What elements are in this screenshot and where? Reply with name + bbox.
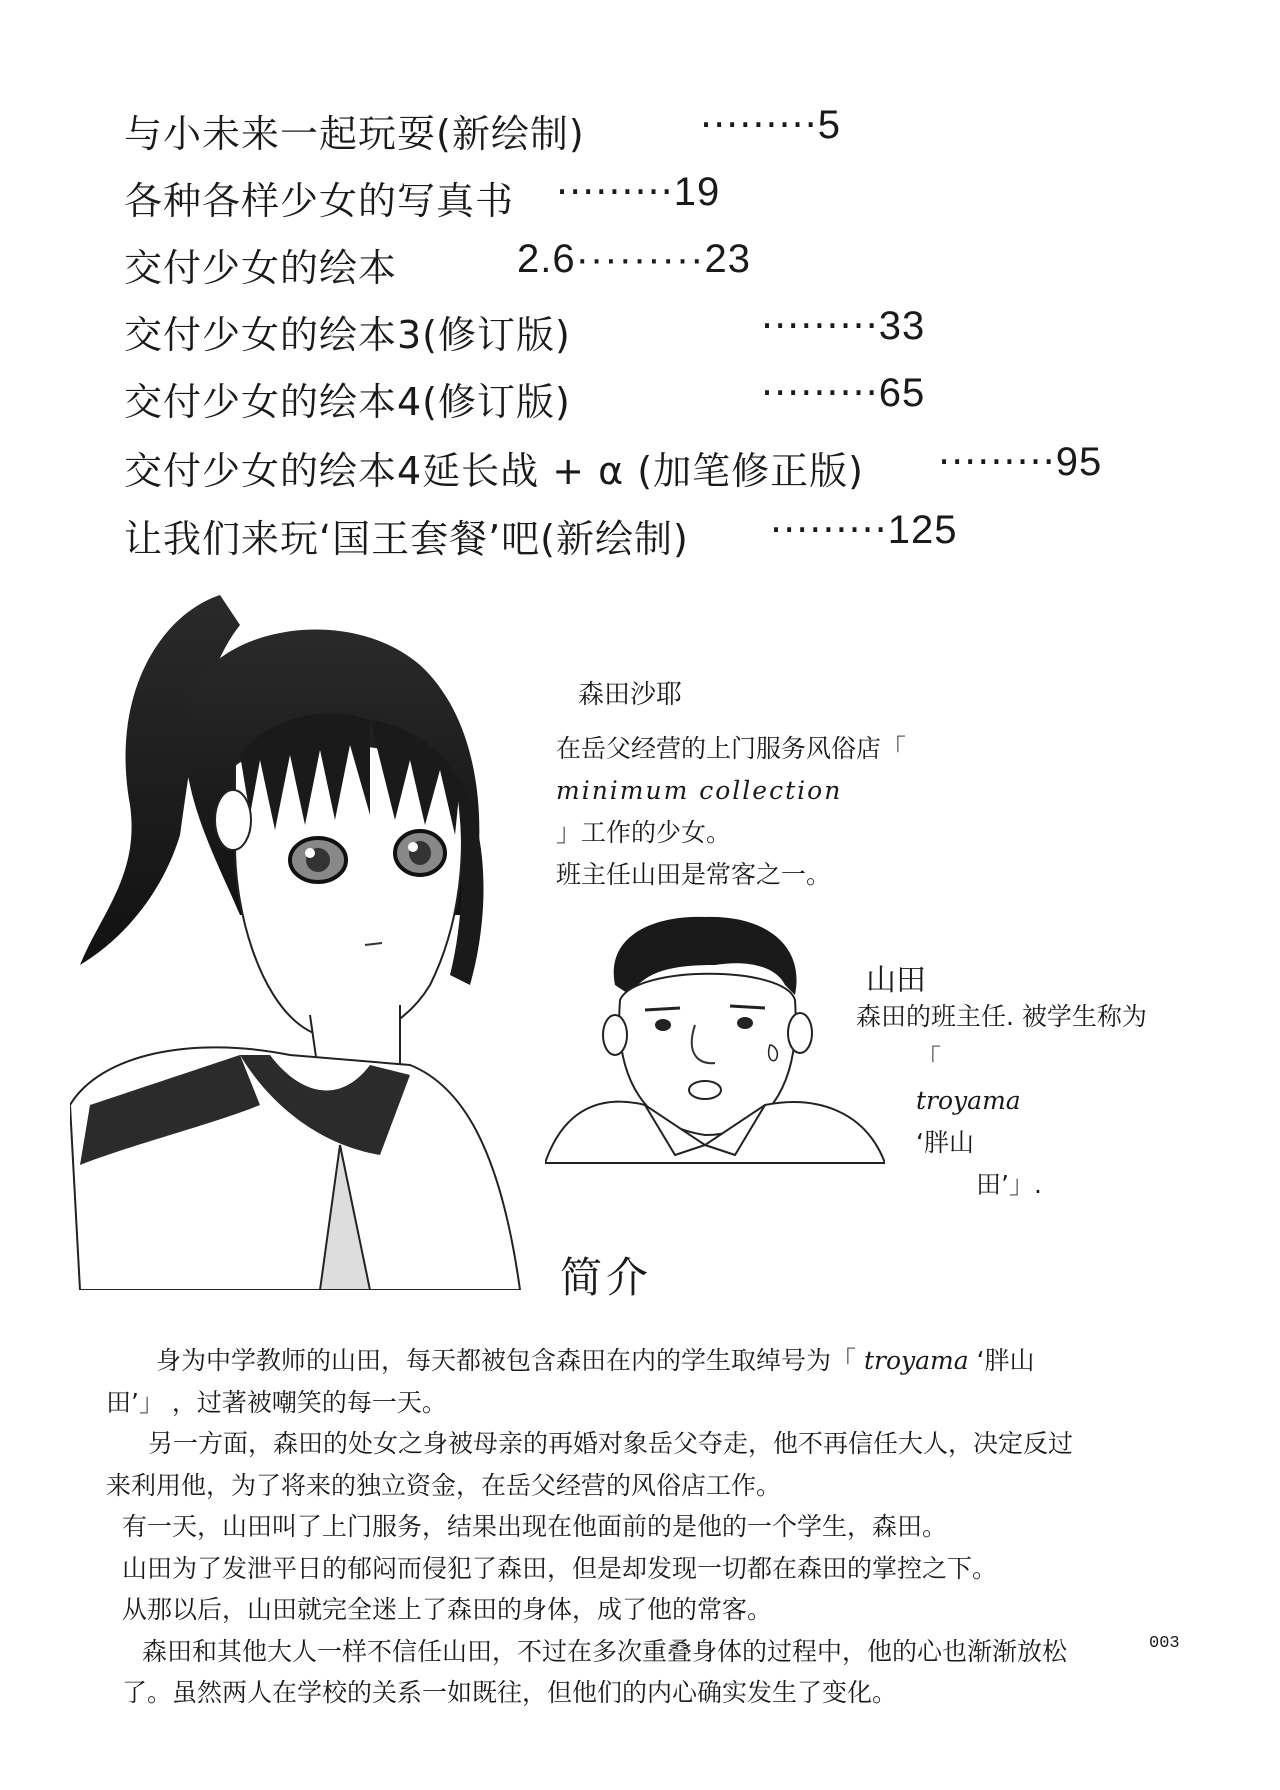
toc-entry-page: ·········19: [556, 170, 721, 214]
character-desc-yamada: 森田的班主任. 被学生称为 「 troyama ‘胖山 田’」.: [856, 1002, 1147, 1199]
table-of-contents: [0, 0, 1280, 600]
character-name-yamada: 山田: [866, 963, 926, 998]
summary-title: 简介: [560, 1253, 653, 1302]
toc-entry-page: ·········5: [700, 103, 841, 147]
toc-entry-title: 与小未来一起玩耍(新绘制): [124, 112, 585, 156]
toc-entry-title: 交付少女的绘本3(修订版): [124, 313, 571, 357]
toc-entry-page: 2.6·········23: [517, 237, 751, 281]
toc-entry-title: 交付少女的绘本4(修订版): [124, 380, 571, 424]
toc-entry-page: ·········125: [770, 508, 958, 552]
summary-body: 身为中学教师的山田，每天都被包含森田在内的学生取绰号为「 troyama ‘胖山 田’」 ，过著被嘲笑的每一天。 另一方面，森田的处女之身被母亲的再婚对象岳父夺走，他不再信任大人，决定反过 来利用他，为了将来的独立资金，在岳父经营的风俗店工作。 有一天，山田叫了上门服务，结果出现在他面前的是他的一个学生，森田。 山田为了发泄平日的郁闷而侵犯了森田，但是却发现一切都在森田的掌控之下。 从那以后，山田就完全迷上了森田的身体，成了他的常客。 森田和其他大人一样不信任山田，不过在多次重叠身体的过程中，他的心也渐渐放松 了。虽然两人在学校的关系一如既往，但他们的内心确实发生了变化。: [106, 1346, 1074, 1707]
toc-entry-title: 交付少女的绘本: [124, 246, 398, 290]
toc-entry-title: 各种各样少女的写真书: [124, 179, 515, 223]
toc-entry-page: ·········95: [938, 440, 1103, 484]
toc-entry-title: 交付少女的绘本4延长战 + α (加笔修正版): [124, 449, 864, 493]
toc-entry-page: ·········65: [761, 371, 926, 415]
girl-illustration: [70, 585, 540, 1290]
yamada-illustration: [545, 905, 885, 1165]
toc-entry-page: ·········33: [761, 304, 926, 348]
toc-entry-title: 让我们来玩‘国王套餐’吧(新绘制): [124, 517, 689, 561]
page-number: 003: [1149, 1634, 1180, 1653]
character-desc-morita: 在岳父经营的上门服务风俗店「 minimum collection 」工作的少女。 班主任山田是常客之一。: [556, 734, 907, 889]
character-name-morita: 森田沙耶: [578, 680, 683, 710]
